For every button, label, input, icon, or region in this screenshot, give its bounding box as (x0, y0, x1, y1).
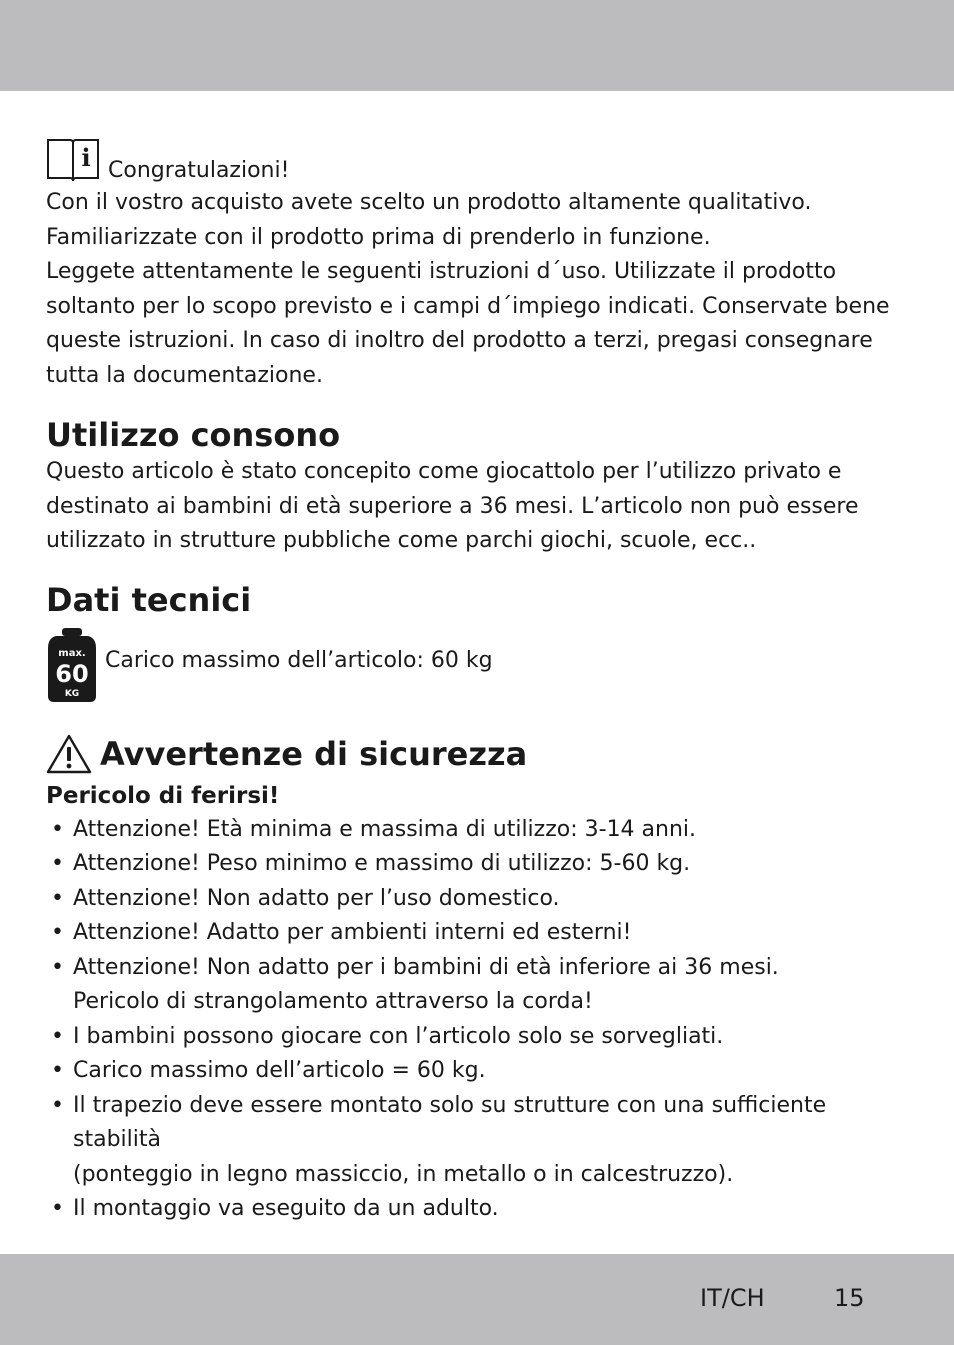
svg-text:i: i (81, 143, 91, 172)
bullet-mark: • (51, 1023, 64, 1049)
intro-line: tutta la documentazione. (46, 362, 323, 388)
list-item-text: I bambini possono giocare con l’articolo solo se sorvegliati. (73, 1023, 724, 1049)
list-item (46, 813, 916, 848)
max-weight-value-text: 60 (55, 659, 89, 688)
list-item (46, 951, 916, 1020)
bullet-mark: • (51, 920, 64, 945)
info-book-icon (46, 132, 100, 186)
bullet-mark: • (51, 1058, 64, 1083)
list-item-text: Il montaggio va eseguito da un adulto. (73, 1196, 499, 1221)
list-item-text: Attenzione! Non adatto per l’uso domestico. (73, 885, 560, 911)
list-item-text: Attenzione! Non adatto per i bambini di età inferiore ai 36 mesi. Pericolo di strangolamento attraverso la corda! (73, 954, 779, 1014)
utilizzo-line: utilizzato in strutture pubbliche come parchi giochi, scuole, ecc.. (46, 528, 757, 553)
subheading-pericolo: Pericolo di ferirsi! (46, 782, 280, 809)
intro-header (46, 130, 916, 186)
heading-utilizzo: Utilizzo consono (46, 416, 341, 454)
bullet-mark: • (51, 1196, 64, 1221)
list-item (46, 1089, 916, 1193)
list-item (46, 882, 916, 917)
heading-dati-tecnici: Dati tecnici (46, 580, 252, 619)
list-item (46, 1054, 916, 1089)
utilizzo-line: Questo articolo è stato concepito come giocattolo per l’utilizzo privato e (46, 459, 842, 484)
bullet-mark: • (51, 851, 64, 876)
intro-line: Familiarizzate con il prodotto prima di prenderlo in funzione. (46, 224, 711, 250)
footer-page-number: 15 (834, 1284, 865, 1312)
intro-title: Congratulazioni! (108, 158, 290, 183)
bullet-mark: • (51, 885, 64, 911)
bullet-mark: • (51, 816, 64, 842)
max-weight-unit-text: KG (64, 688, 80, 699)
list-item (46, 916, 916, 951)
utilizzo-text (46, 455, 916, 559)
heading-avvertenze: Avvertenze di sicurezza (100, 734, 528, 773)
header-band (0, 0, 954, 91)
list-item-text: Carico massimo dell’articolo = 60 kg. (73, 1058, 486, 1083)
intro-text (46, 186, 916, 393)
intro-line: Leggete attentamente le seguenti istruzioni d´uso. Utilizzate il prodotto (46, 259, 837, 284)
list-item (46, 1192, 916, 1227)
max-weight-top-text: max. (58, 647, 86, 659)
list-item-text: Attenzione! Adatto per ambienti interni ed esterni! (73, 920, 632, 945)
warning-triangle-icon (46, 733, 92, 775)
list-item-text: Attenzione! Età minima e massima di utilizzo: 3-14 anni. (73, 816, 697, 842)
footer-language-code: IT/CH (700, 1284, 765, 1312)
max-weight-icon (46, 626, 98, 704)
list-item (46, 1020, 916, 1055)
footer-band (0, 1254, 954, 1345)
bullet-mark: • (51, 954, 64, 980)
list-item (46, 847, 916, 882)
list-item-text: Il trapezio deve essere montato solo su strutture con una sufficiente stabilità (ponteggio in legno massiccio, in metallo o in calcestruzzo). (73, 1092, 827, 1187)
list-item-text: Attenzione! Peso minimo e massimo di utilizzo: 5-60 kg. (73, 851, 691, 876)
intro-line: Con il vostro acquisto avete scelto un prodotto altamente qualitativo. (46, 190, 812, 215)
bullet-mark: • (51, 1092, 64, 1118)
tech-spec-row (46, 626, 916, 704)
utilizzo-line: destinato ai bambini di età superiore a 36 mesi. L’articolo non può essere (46, 493, 859, 519)
safety-list (46, 813, 916, 1227)
intro-line: queste istruzioni. In caso di inoltro del prodotto a terzi, pregasi consegnare (46, 328, 873, 353)
intro-line: soltanto per lo scopo previsto e i campi d´impiego indicati. Conservate bene (46, 293, 890, 319)
max-load-text: Carico massimo dell’articolo: 60 kg (105, 648, 493, 674)
page-content (46, 130, 916, 1227)
safety-header (46, 733, 916, 775)
